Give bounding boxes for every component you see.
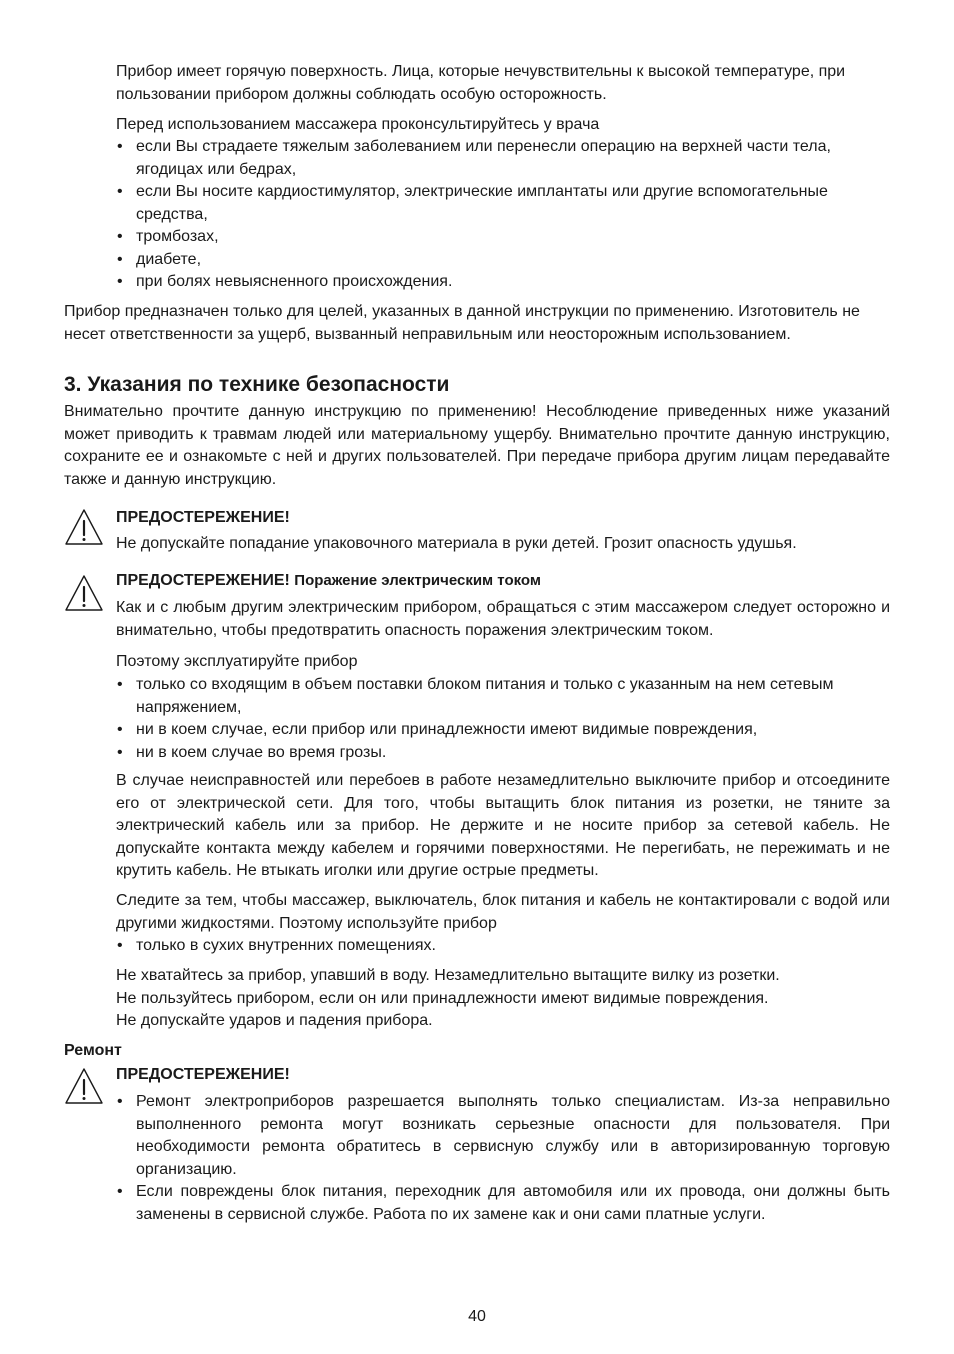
warning-title: ПРЕДОСТЕРЕЖЕНИЕ! xyxy=(116,572,290,589)
operate-intro: Поэтому эксплуатируйте прибор xyxy=(116,653,358,670)
warning-triangle-icon xyxy=(64,508,104,546)
water-list xyxy=(116,935,890,958)
warning-triangle-icon xyxy=(64,1067,104,1105)
list-item: • Если повреждены блок питания, переходник для автомобиля или их провода, они должны быть заменены в сервисной службе. Работа по их замене как и они сами платные услуги. xyxy=(116,1181,890,1226)
page-number: 40 xyxy=(468,1308,486,1325)
warning-text: Как и с любым другим электрическим прибором, обращаться с этим массажером следует осторожно и внимательно, чтобы предотвратить опасность поражения электрическим током. xyxy=(116,599,890,639)
repair-heading: Ремонт xyxy=(64,1042,122,1059)
consult-doctor-text: Перед использованием массажера проконсультируйтесь у врача xyxy=(116,116,600,133)
section-heading: 3. Указания по технике безопасности xyxy=(64,373,450,396)
warning-triangle-icon xyxy=(64,574,104,612)
warning-title: ПРЕДОСТЕРЕЖЕНИЕ! xyxy=(116,509,290,526)
warning-subtitle: Поражение электрическим током xyxy=(294,572,541,589)
purpose-text: Прибор предназначен только для целей, указанных в данной инструкции по применению. Изготовитель не несет ответственности за ущерб, вызванный неправильным или неосторожным использованием. xyxy=(64,303,860,343)
operate-list xyxy=(116,674,890,764)
warning-heading xyxy=(116,570,890,593)
list-item: • ни в коем случае во время грозы. xyxy=(116,742,890,765)
malfunction-text: В случае неисправностей или перебоев в работе незамедлительно выключите прибор и отсоедините его от электрической сети. Для того, чтобы вытащить блок питания из розетки, не тяните за электрический кабель или за прибор. Не держите и не носите прибор за сетевой кабель. Не допускайте контакта между кабелем и горячими поверхностями. Не перегибать, не пережимать и не крутить кабель. Не втыкать иголки или другие острые предметы. xyxy=(116,772,890,879)
section-intro: Внимательно прочтите данную инструкцию по применению! Несоблюдение приведенных ниже указаний может приводить к травмам людей или материальному ущербу. Внимательно прочтите данную инструкцию, сохраните ее и ознакомьте с ней и других пользователей. При передаче прибора другим лицам передавайте также и данную инструкцию. xyxy=(64,403,890,488)
final-warnings xyxy=(116,965,890,1033)
final-line: Не пользуйтесь прибором, если он или принадлежности имеют видимые повреждения. xyxy=(116,989,769,1007)
list-item: • если Вы носите кардиостимулятор, электрические имплантаты или другие вспомогательные средства, xyxy=(116,181,890,226)
water-text: Следите за тем, чтобы массажер, выключатель, блок питания и кабель не контактировали с водой или другими жидкостями. Поэтому используйте прибор xyxy=(116,892,890,932)
list-item: • только в сухих внутренних помещениях. xyxy=(116,935,890,958)
warning-text: Не допускайте попадание упаковочного материала в руки детей. Грозит опасность удушья. xyxy=(116,535,797,552)
warning-title: ПРЕДОСТЕРЕЖЕНИЕ! xyxy=(116,1066,290,1083)
final-line: Не хватайтесь за прибор, упавший в воду. Незамедлительно вытащите вилку из розетки. xyxy=(116,967,780,984)
list-item: • ни в коем случае, если прибор или принадлежности имеют видимые повреждения, xyxy=(116,719,890,742)
list-item: • только со входящим в объем поставки блоком питания и только с указанным на нем сетевым напряжением, xyxy=(116,674,890,719)
list-item: • диабете, xyxy=(116,249,890,272)
list-item: • при болях невыясненного происхождения. xyxy=(116,271,890,294)
final-line: Не допускайте ударов и падения прибора. xyxy=(116,1012,433,1029)
list-item: • если Вы страдаете тяжелым заболеванием или перенесли операцию на верхней части тела, ягодицах или бедрах, xyxy=(116,136,890,181)
list-item: • Ремонт электроприборов разрешается выполнять только специалистам. Из-за неправильно выполненного ремонта могут возникать серьезные опасности для пользователя. При необходимости ремонта обратитесь в сервисную службу или в авторизированную торговую организацию. xyxy=(116,1091,890,1181)
repair-list xyxy=(116,1091,890,1226)
hot-surface-text: Прибор имеет горячую поверхность. Лица, которые нечувствительны к высокой температуре, при пользовании прибором должны соблюдать особую осторожность. xyxy=(116,63,846,103)
conditions-list xyxy=(116,136,890,294)
list-item: • тромбозах, xyxy=(116,226,890,249)
